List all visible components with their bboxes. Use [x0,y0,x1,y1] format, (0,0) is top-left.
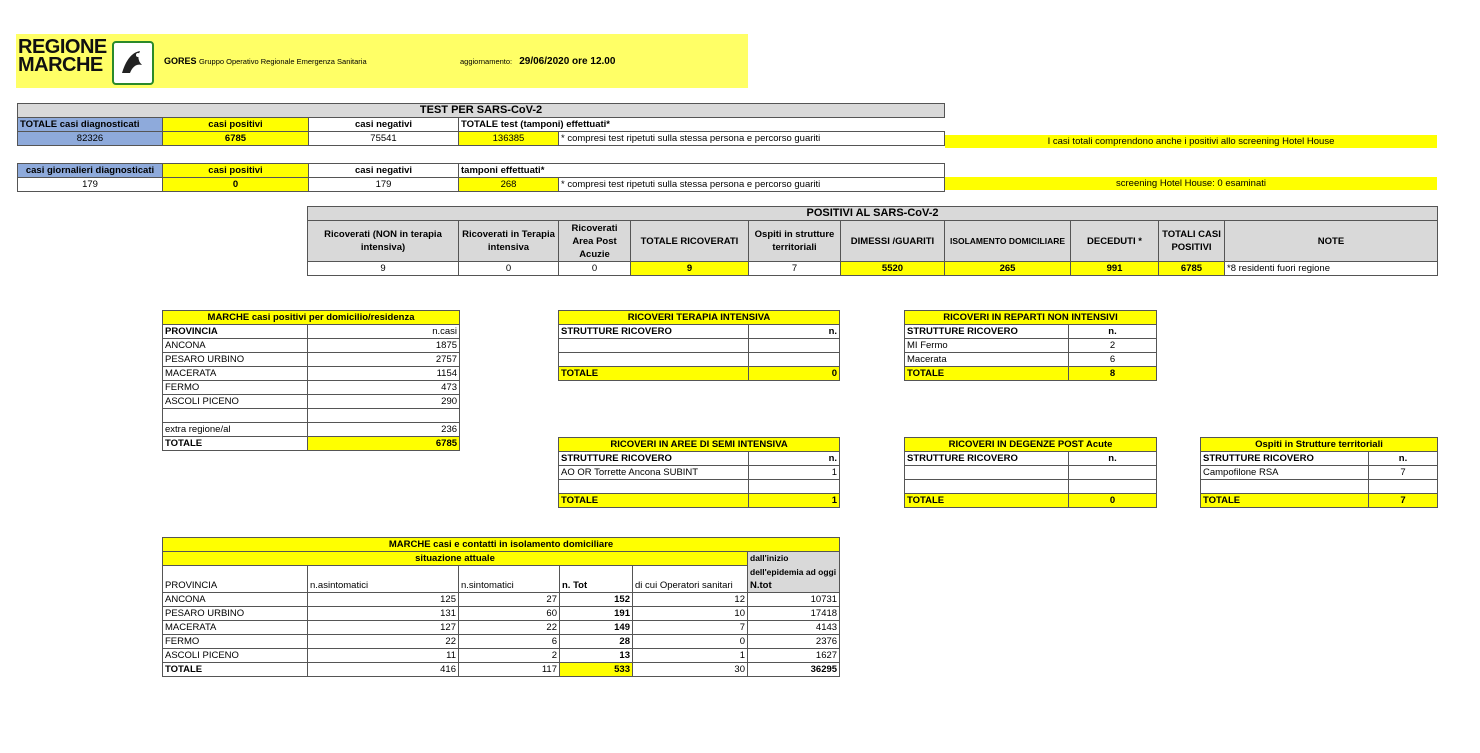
org-label [164,56,367,66]
positivi-value-post-acuzie: 0 [559,262,631,276]
test-note: * compresi test ripetuti sulla stessa persona e percorso guariti [559,132,945,146]
positivi-title: POSITIVI AL SARS-CoV-2 [308,207,1438,221]
iso-cell: 149 [560,621,633,635]
province-value [308,409,460,423]
positivi-header-post-acuzie: Ricoverati Area Post Acuzie [559,221,631,262]
post-col-n: n. [1069,452,1157,466]
iso-cell: ANCONA [163,593,308,607]
daily-value-total: 179 [18,178,163,192]
table-row [163,593,840,607]
table-row [163,635,840,649]
terr-name: Campofilone RSA [1201,466,1369,480]
table-row [163,381,460,395]
province-name: extra regione/al [163,423,308,437]
province-col-ncasi: n.casi [308,325,460,339]
iso-cell: 28 [560,635,633,649]
post-empty-cell [1069,466,1157,480]
province-value: 1875 [308,339,460,353]
ni-name: MI Fermo [905,339,1069,353]
iso-cell: 22 [308,635,459,649]
positivi-value-ric-non-ti: 9 [308,262,459,276]
post-total-label: TOTALE [905,494,1069,508]
iso-cell: 191 [560,607,633,621]
iso-cell: 22 [459,621,560,635]
iso-header-operatori: di cui Operatori sanitari [633,579,748,593]
test-header-negative: casi negativi [309,118,459,132]
positivi-table [307,206,1438,276]
semi-total-value: 1 [749,494,840,508]
ni-total-value: 8 [1069,367,1157,381]
positivi-value-tot-ric: 9 [631,262,749,276]
table-row [163,423,460,437]
org-full: Gruppo Operativo Regionale Emergenza Sanitaria [199,57,367,66]
ti-empty-cell [749,353,840,367]
iso-header-provincia: PROVINCIA [163,579,308,593]
test-value-positive: 6785 [163,132,309,146]
iso-total-cell: 30 [633,663,748,677]
province-name: FERMO [163,381,308,395]
ni-total-label: TOTALE [905,367,1069,381]
semi-table [558,437,840,508]
table-row [1201,466,1438,480]
ti-title: RICOVERI TERAPIA INTENSIVA [559,311,840,325]
iso-cell: 125 [308,593,459,607]
province-value: 236 [308,423,460,437]
iso-cell: 1627 [748,649,840,663]
daily-side-note: screening Hotel House: 0 esaminati [945,177,1437,190]
terr-total-label: TOTALE [1201,494,1369,508]
positivi-header-totali: TOTALI CASI POSITIVI [1159,221,1225,262]
post-table [904,437,1157,508]
iso-subtitle: situazione attuale [163,552,748,566]
test-value-negative: 75541 [309,132,459,146]
ni-title: RICOVERI IN REPARTI NON INTENSIVI [905,311,1157,325]
iso-cell: 4143 [748,621,840,635]
iso-cell: FERMO [163,635,308,649]
iso-cell: 131 [308,607,459,621]
post-total-value: 0 [1069,494,1157,508]
terr-total-value: 7 [1369,494,1438,508]
iso-cell: 13 [560,649,633,663]
province-col-provincia: PROVINCIA [163,325,308,339]
iso-cell: PESARO URBINO [163,607,308,621]
iso-since-label-2: dell'epidemia ad oggi [748,566,840,580]
iso-cell: 27 [459,593,560,607]
iso-cell: 2376 [748,635,840,649]
post-empty-cell [905,466,1069,480]
iso-cell: 7 [633,621,748,635]
province-total-value: 6785 [308,437,460,451]
positivi-value-ospiti: 7 [749,262,841,276]
positivi-value-ric-ti: 0 [459,262,559,276]
daily-header-negative: casi negativi [309,164,459,178]
semi-empty-cell [559,480,749,494]
update-info [460,56,615,67]
iso-total-cell: TOTALE [163,663,308,677]
iso-total-cell: 117 [459,663,560,677]
ti-table [558,310,840,381]
positivi-header-tot-ric: TOTALE RICOVERATI [631,221,749,262]
terr-col-n: n. [1369,452,1438,466]
positivi-header-deceduti: DECEDUTI * [1071,221,1159,262]
table-row [163,395,460,409]
terr-empty-cell [1201,480,1369,494]
positivi-value-totali: 6785 [1159,262,1225,276]
daily-value-tests: 268 [459,178,559,192]
iso-blank-cell [308,566,459,580]
daily-note: * compresi test ripetuti sulla stessa persona e percorso guariti [559,178,945,192]
positivi-value-dimessi: 5520 [841,262,945,276]
province-value: 2757 [308,353,460,367]
semi-name: AO OR Torrette Ancona SUBINT [559,466,749,480]
province-title: MARCHE casi positivi per domicilio/residenza [163,311,460,325]
semi-value: 1 [749,466,840,480]
iso-header-asintomatici: n.asintomatici [308,579,459,593]
ni-name: Macerata [905,353,1069,367]
positivi-header-ric-non-ti: Ricoverati (NON in terapia intensiva) [308,221,459,262]
ni-col-n: n. [1069,325,1157,339]
iso-since-label-1: dall'inizio [748,552,840,566]
test-table-title: TEST PER SARS-CoV-2 [18,104,945,118]
province-name: PESARO URBINO [163,353,308,367]
iso-cell: 12 [633,593,748,607]
iso-blank-cell [633,566,748,580]
iso-table [162,537,840,677]
positivi-header-isolamento: ISOLAMENTO DOMICILIARE [945,221,1071,262]
province-name: MACERATA [163,367,308,381]
table-row [163,409,460,423]
post-title: RICOVERI IN DEGENZE POST Acute [905,438,1157,452]
iso-cell: 10 [633,607,748,621]
province-value: 473 [308,381,460,395]
positivi-header-ospiti: Ospiti in strutture territoriali [749,221,841,262]
province-name [163,409,308,423]
terr-table [1200,437,1438,508]
daily-value-positive: 0 [163,178,309,192]
table-row [163,607,840,621]
province-value: 290 [308,395,460,409]
semi-empty-cell [749,480,840,494]
iso-cell: 1 [633,649,748,663]
iso-cell: ASCOLI PICENO [163,649,308,663]
table-row [163,367,460,381]
table-row [905,339,1157,353]
ti-col-strutture: STRUTTURE RICOVERO [559,325,749,339]
update-label: aggiornamento: [460,57,513,66]
test-table [17,103,945,146]
iso-blank-cell [163,566,308,580]
semi-total-label: TOTALE [559,494,749,508]
iso-total-row [163,663,840,677]
semi-col-strutture: STRUTTURE RICOVERO [559,452,749,466]
ni-value: 2 [1069,339,1157,353]
province-name: ASCOLI PICENO [163,395,308,409]
iso-header-ntot: n. Tot [560,579,633,593]
emblem-icon [112,41,154,85]
table-row [163,621,840,635]
test-value-total: 82326 [18,132,163,146]
iso-header-ntot-since: N.tot [748,579,840,593]
post-empty-cell [905,480,1069,494]
ti-total-label: TOTALE [559,367,749,381]
post-col-strutture: STRUTTURE RICOVERO [905,452,1069,466]
iso-cell: 152 [560,593,633,607]
iso-header-sintomatici: n.sintomatici [459,579,560,593]
iso-cell: 11 [308,649,459,663]
logo-line1: REGIONE [18,36,107,58]
daily-header-total: casi giornalieri diagnosticati [18,164,163,178]
test-header-tests: TOTALE test (tamponi) effettuati* [459,118,945,132]
province-value: 1154 [308,367,460,381]
table-row [163,353,460,367]
semi-title: RICOVERI IN AREE DI SEMI INTENSIVA [559,438,840,452]
positivi-value-isolamento: 265 [945,262,1071,276]
terr-empty-cell [1369,480,1438,494]
iso-cell: 6 [459,635,560,649]
regione-marche-logo [18,38,107,74]
iso-cell: 2 [459,649,560,663]
positivi-value-deceduti: 991 [1071,262,1159,276]
ni-value: 6 [1069,353,1157,367]
org-short: GORES [164,56,197,66]
iso-blank-cell [459,566,560,580]
semi-col-n: n. [749,452,840,466]
iso-cell: 10731 [748,593,840,607]
terr-value: 7 [1369,466,1438,480]
positivi-header-note: NOTE [1225,221,1438,262]
ni-table [904,310,1157,381]
iso-total-cell: 416 [308,663,459,677]
table-row [163,339,460,353]
table-row [905,353,1157,367]
ti-total-value: 0 [749,367,840,381]
daily-header-tests: tamponi effettuati* [459,164,945,178]
positivi-value-note: *8 residenti fuori regione [1225,262,1438,276]
table-row [559,466,840,480]
ti-empty-cell [559,339,749,353]
ti-col-n: n. [749,325,840,339]
daily-value-negative: 179 [309,178,459,192]
daily-table [17,163,945,192]
iso-total-cell: 533 [560,663,633,677]
iso-cell: MACERATA [163,621,308,635]
province-total-label: TOTALE [163,437,308,451]
post-empty-cell [1069,480,1157,494]
province-name: ANCONA [163,339,308,353]
province-table [162,310,460,451]
ni-col-strutture: STRUTTURE RICOVERO [905,325,1069,339]
positivi-header-ric-ti: Ricoverati in Terapia intensiva [459,221,559,262]
terr-title: Ospiti in Strutture territoriali [1201,438,1438,452]
test-value-tests: 136385 [459,132,559,146]
ti-empty-cell [559,353,749,367]
iso-cell: 127 [308,621,459,635]
update-value: 29/06/2020 ore 12.00 [519,56,616,67]
iso-title: MARCHE casi e contatti in isolamento domiciliare [163,538,840,552]
test-header-positive: casi positivi [163,118,309,132]
logo-line2: MARCHE [18,54,103,76]
test-header-total: TOTALE casi diagnosticati [18,118,163,132]
iso-cell: 60 [459,607,560,621]
daily-header-positive: casi positivi [163,164,309,178]
positivi-header-dimessi: DIMESSI /GUARITI [841,221,945,262]
terr-col-strutture: STRUTTURE RICOVERO [1201,452,1369,466]
iso-cell: 17418 [748,607,840,621]
table-row [163,649,840,663]
test-side-note: I casi totali comprendono anche i positivi allo screening Hotel House [945,135,1437,148]
iso-cell: 0 [633,635,748,649]
iso-total-cell: 36295 [748,663,840,677]
ti-empty-cell [749,339,840,353]
iso-blank-cell [560,566,633,580]
